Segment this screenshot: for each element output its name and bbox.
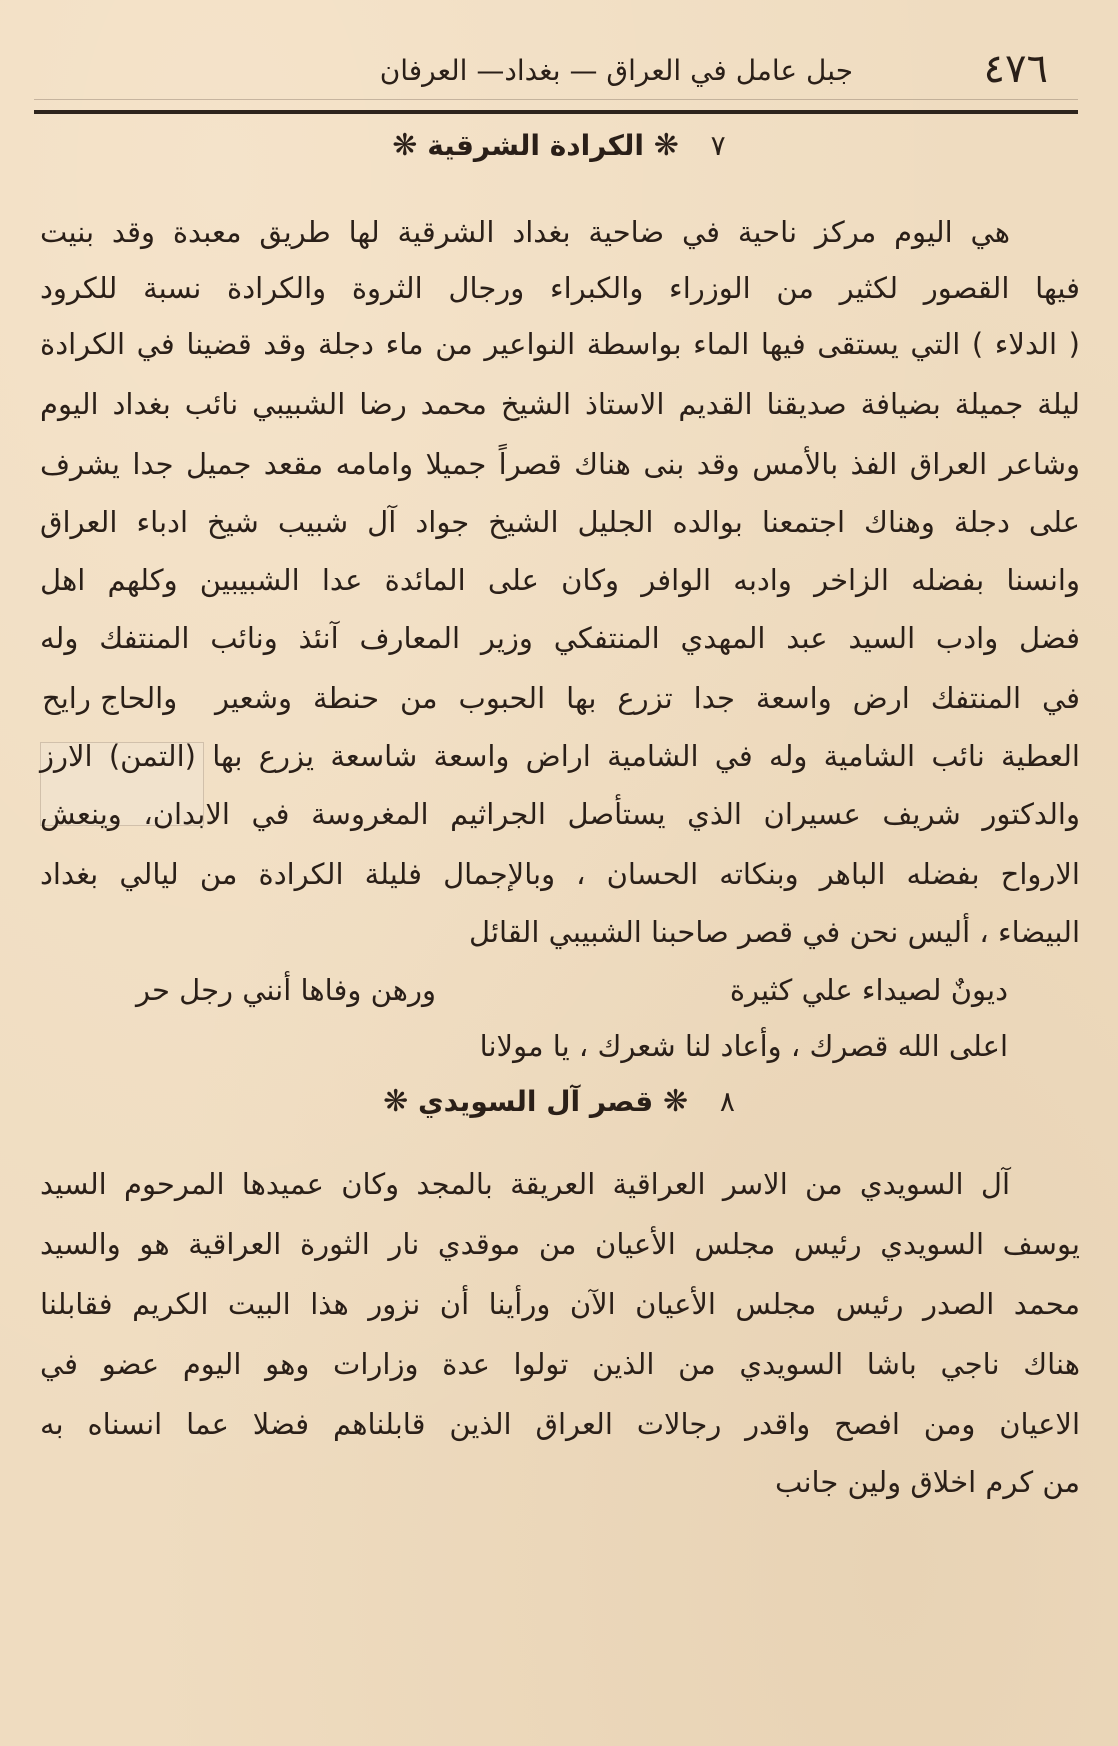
running-title: جبل عامل في العراق — بغداد— العرفان	[379, 54, 853, 87]
paragraph-line: فضل وادب السيد عبد المهدي المنتفكي وزير المعارف آنئذ ونائب المنتفك وله	[40, 621, 1080, 655]
ornament-icon: ❋	[653, 128, 679, 163]
paragraph-line: على دجلة وهناك اجتمعنا بوالده الجليل الشيخ جواد آل شبيب شيخ ادباء العراق	[40, 505, 1080, 539]
verse-first-hemistich: ديونٌ لصيداء علي كثيرة	[729, 973, 1008, 1007]
paragraph-line: ( الدلاء ) التي يستقى فيها الماء بواسطة النواعير من ماء دجلة وقد قضينا في الكرادة	[40, 327, 1080, 361]
section-heading-7	[0, 128, 1118, 163]
paragraph-line: وشاعر العراق الفذ بالأمس وقد بنى هناك قصراً جميلا وامامه مقعد جميل جدا يشرف	[40, 447, 1080, 481]
verse-second-hemistich: ورهن وفاها أنني رجل حر	[136, 973, 436, 1007]
paragraph-line: البيضاء ، أليس نحن في قصر صاحبنا الشبيبي القائل	[469, 915, 1080, 949]
paragraph-line: وانسنا بفضله الزاخر وادبه الوافر وكان على المائدة عدا الشبيبين وكلهم اهل	[40, 563, 1080, 597]
section-number: ٧	[710, 129, 726, 162]
patch-text: والحاج رايح	[42, 681, 178, 715]
header-rule-thin	[34, 99, 1078, 100]
section-title: قصر آل السويدي	[417, 1085, 654, 1118]
ornament-icon: ❋	[383, 1084, 409, 1119]
paragraph-line: آل السويدي من الاسر العراقية العريقة بالمجد وكان عميدها المرحوم السيد	[40, 1167, 1010, 1201]
paragraph-line: العطية نائب الشامية وله في الشامية اراض واسعة شاسعة يزرع بها (التمن) الارز	[40, 739, 1080, 773]
paragraph-line: من كرم اخلاق ولين جانب	[774, 1465, 1080, 1499]
ornament-icon: ❋	[662, 1084, 689, 1119]
section-heading-8	[0, 1084, 1118, 1119]
paragraph-line: والدكتور شريف عسيران الذي يستأصل الجراثيم المغروسة في الابدان، وينعش	[40, 797, 1080, 831]
paragraph-line: الاعيان ومن افصح واقدر رجالات العراق الذين قابلناهم فضلا عما انسناه به	[40, 1407, 1080, 1441]
paragraph-line: يوسف السويدي رئيس مجلس الأعيان من موقدي نار الثورة العراقية هو والسيد	[40, 1227, 1080, 1261]
paragraph-line: الارواح بفضله الباهر وبنكاته الحسان ، وبالإجمال فليلة الكرادة من ليالي بغداد	[40, 857, 1080, 891]
paragraph-line: ليلة جميلة بضيافة صديقنا القديم الاستاذ الشيخ محمد رضا الشبيبي نائب بغداد اليوم	[40, 387, 1080, 421]
paragraph-line: هناك ناجي باشا السويدي من الذين تولوا عدة وزارات وهو اليوم عضو في	[40, 1347, 1080, 1381]
section-number: ٨	[719, 1085, 735, 1118]
paragraph-line: في المنتفك ارض واسعة جدا تزرع بها الحبوب من حنطة وشعير	[215, 681, 1080, 715]
section-title: الكرادة الشرقية	[427, 129, 645, 162]
ornament-icon: ❋	[392, 128, 418, 163]
page-number: ٤٧٦	[983, 46, 1048, 92]
paragraph-line: هي اليوم مركز ناحية في ضاحية بغداد الشرقية لها طريق معبدة وقد بنيت	[40, 215, 1010, 249]
paragraph-line: فيها القصور لكثير من الوزراء والكبراء ورجال الثروة والكرادة نسبة للكرود	[40, 271, 1080, 305]
paragraph-line: محمد الصدر رئيس مجلس الأعيان الآن ورأينا أن نزور هذا البيت الكريم فقابلنا	[40, 1287, 1080, 1321]
running-head	[34, 40, 1078, 104]
closing-line: اعلى الله قصرك ، وأعاد لنا شعرك ، يا مولانا	[479, 1029, 1008, 1063]
header-rule	[34, 110, 1078, 114]
